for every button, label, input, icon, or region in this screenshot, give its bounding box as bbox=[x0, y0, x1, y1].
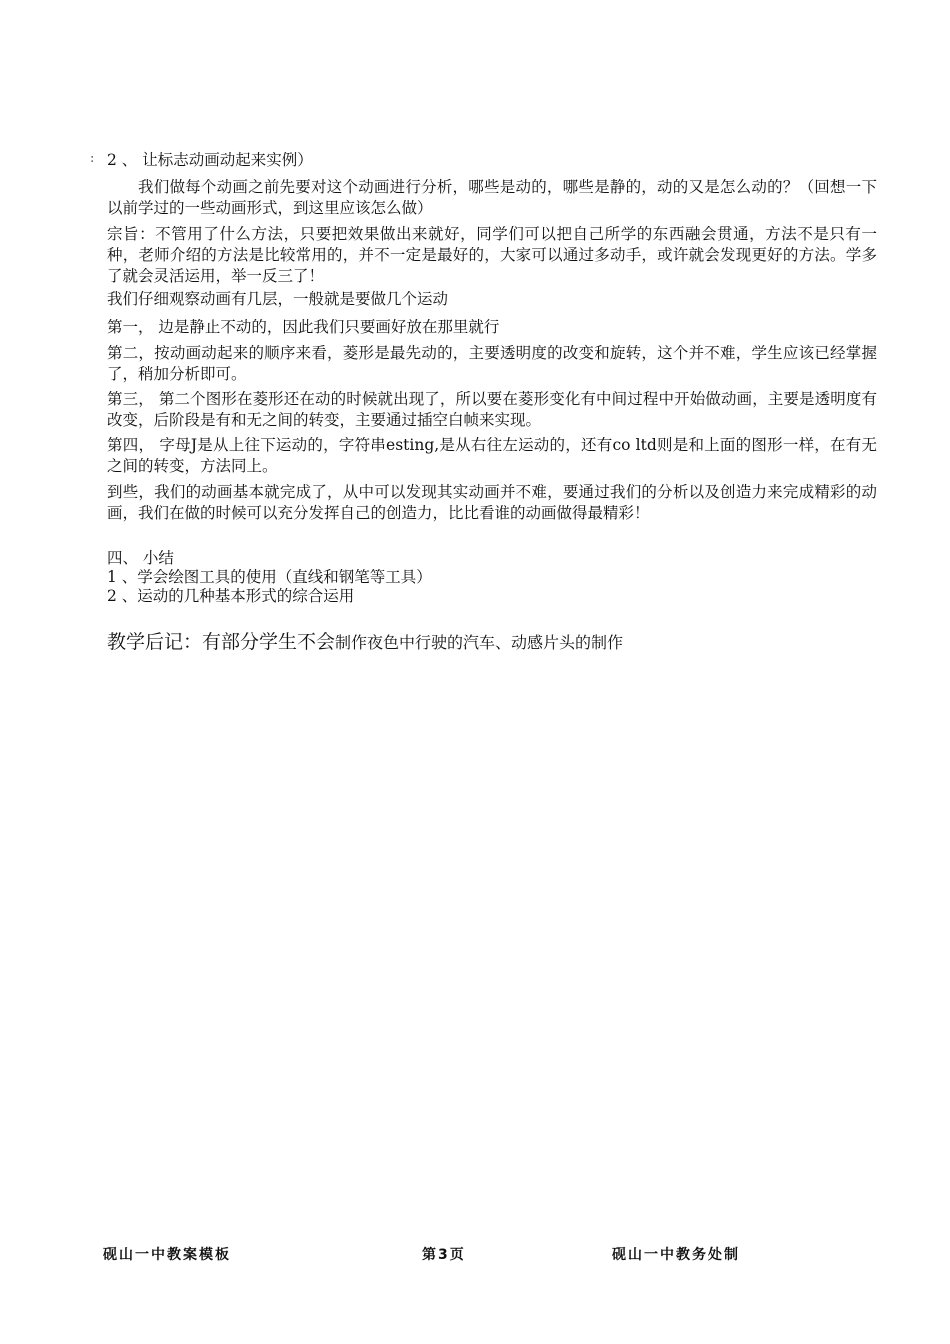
step-two: 第二，按动画动起来的顺序来看，菱形是最先动的，主要透明度的改变和旋转，这个并不难，学生应该已经掌握了，稍加分析即可。 bbox=[107, 344, 877, 383]
summary-item-1: 1 、学会绘图工具的使用（直线和钢笔等工具） bbox=[107, 568, 432, 586]
postscript-text: 制作夜色中行驶的汽车、动感片头的制作 bbox=[335, 633, 624, 652]
footer-right: 砚山一中教务处制 bbox=[612, 1247, 740, 1263]
teaching-postscript bbox=[107, 630, 623, 655]
summary-item-2: 2 、运动的几种基本形式的综合运用 bbox=[107, 587, 355, 605]
footer-left: 砚山一中教案模板 bbox=[103, 1247, 231, 1263]
step-three: 第三， 第二个图形在菱形还在动的时候就出现了，所以要在菱形变化有中间过程中开始做动画，主要是透明度有改变，后阶段是有和无之间的转变，主要通过插空白帧来实现。 bbox=[107, 390, 877, 429]
intro-paragraph: 我们做每个动画之前先要对这个动画进行分析，哪些是动的，哪些是静的，动的又是怎么动的？（回想一下以前学过的一些动画形式，到这里应该怎么做） bbox=[107, 178, 877, 217]
step-one: 第一， 边是静止不动的，因此我们只要画好放在那里就行 bbox=[107, 318, 500, 336]
summary-heading: 四、 小结 bbox=[107, 549, 174, 567]
margin-mark: : bbox=[90, 151, 95, 166]
step-four: 第四， 字母J是从上往下运动的，字符串esting,是从右往左运动的，还有co ltd则是和上面的图形一样，在有无之间的转变，方法同上。 bbox=[107, 436, 877, 475]
footer-page-number: 第3页 bbox=[422, 1247, 466, 1263]
section-heading: 2 、 让标志动画动起来实例） bbox=[107, 151, 313, 169]
conclusion-paragraph: 到些，我们的动画基本就完成了，从中可以发现其实动画并不难，要通过我们的分析以及创造力来完成精彩的动画，我们在做的时候可以充分发挥自己的创造力，比比看谁的动画做得最精彩！ bbox=[107, 483, 877, 522]
postscript-label: 教学后记：有部分学生不会 bbox=[107, 631, 336, 653]
observe-paragraph: 我们仔细观察动画有几层，一般就是要做几个运动 bbox=[107, 290, 449, 308]
purpose-paragraph: 宗旨：不管用了什么方法，只要把效果做出来就好，同学们可以把自己所学的东西融会贯通，方法不是只有一种，老师介绍的方法是比较常用的，并不一定是最好的，大家可以通过多动手，或许就会发现更好的方法。学多了就会灵活运用，举一反三了！ bbox=[107, 225, 877, 285]
